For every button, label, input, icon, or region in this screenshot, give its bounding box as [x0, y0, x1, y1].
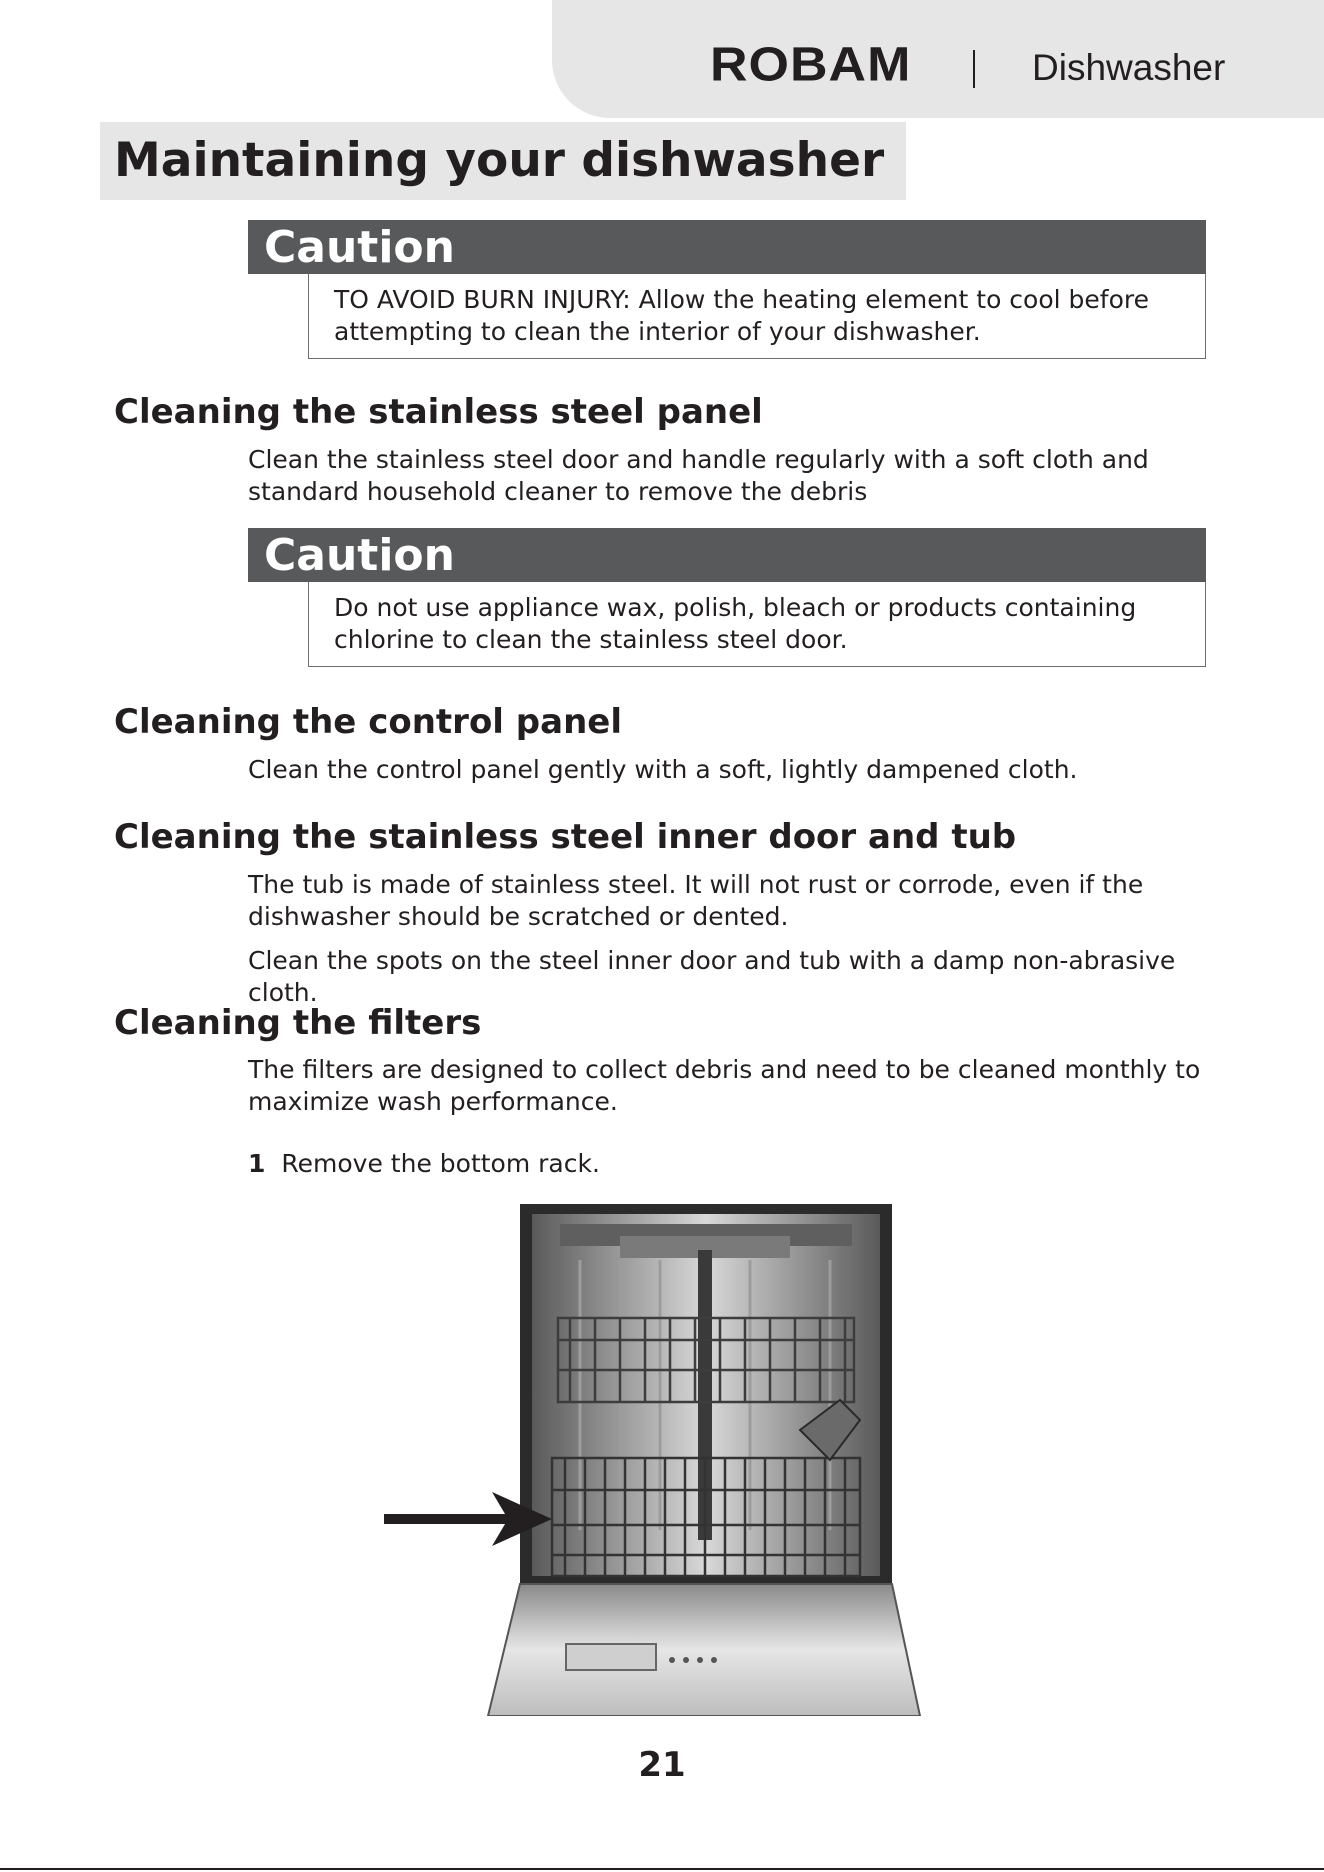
paragraph-line: maximize wash performance.	[248, 1087, 618, 1116]
caution-text	[308, 582, 1206, 667]
dishwasher-door	[488, 1584, 920, 1716]
caution-text-line: Do not use appliance wax, polish, bleach or products containing	[334, 593, 1137, 622]
caution-text	[308, 274, 1206, 359]
caution-text-line: TO AVOID BURN INJURY: Allow the heating element to cool before	[334, 285, 1149, 314]
paragraph-inner-door	[248, 869, 1248, 1009]
caution-box-burn	[248, 220, 1206, 359]
product-name: Dishwasher	[1032, 47, 1226, 88]
section-heading-steel-panel: Cleaning the stainless steel panel	[114, 392, 763, 432]
paragraph-line: The filters are designed to collect debris and need to be cleaned monthly to	[248, 1055, 1201, 1084]
page-title: Maintaining your dishwasher	[100, 122, 906, 200]
paragraph-control-panel	[248, 754, 1248, 786]
paragraph-line: standard household cleaner to remove the debris	[248, 477, 868, 506]
paragraph-line: The tub is made of stainless steel. It will not rust or corrode, even if the	[248, 870, 1144, 899]
caution-text-line: attempting to clean the interior of your dishwasher.	[334, 317, 981, 346]
open-dishwasher-illustration	[380, 1200, 940, 1716]
caution-text-line: chlorine to clean the stainless steel door.	[334, 625, 848, 654]
bottom-rule	[0, 1868, 1324, 1870]
paragraph-filters	[248, 1054, 1248, 1118]
caution-label: Caution	[248, 220, 1206, 274]
step-1	[248, 1148, 600, 1180]
section-heading-inner-door: Cleaning the stainless steel inner door and tub	[114, 817, 1017, 857]
section-heading-filters: Cleaning the filters	[114, 1003, 482, 1043]
step-number: 1	[248, 1149, 266, 1178]
step-text: Remove the bottom rack.	[281, 1149, 600, 1178]
paragraph-line: Clean the stainless steel door and handle regularly with a soft cloth and	[248, 445, 1149, 474]
header-divider	[973, 50, 975, 88]
caution-label: Caution	[248, 528, 1206, 582]
section-heading-control-panel: Cleaning the control panel	[114, 702, 622, 742]
paragraph-line: Clean the control panel gently with a soft, lightly dampened cloth.	[248, 755, 1078, 784]
brand-logo: ROBAM	[710, 38, 912, 92]
caution-box-wax	[248, 528, 1206, 667]
page-number: 21	[638, 1745, 686, 1785]
paragraph-steel-panel	[248, 444, 1248, 508]
paragraph-line: dishwasher should be scratched or dented.	[248, 902, 789, 931]
paragraph-line: Clean the spots on the steel inner door and tub with a damp non-abrasive cloth.	[248, 946, 1176, 1007]
